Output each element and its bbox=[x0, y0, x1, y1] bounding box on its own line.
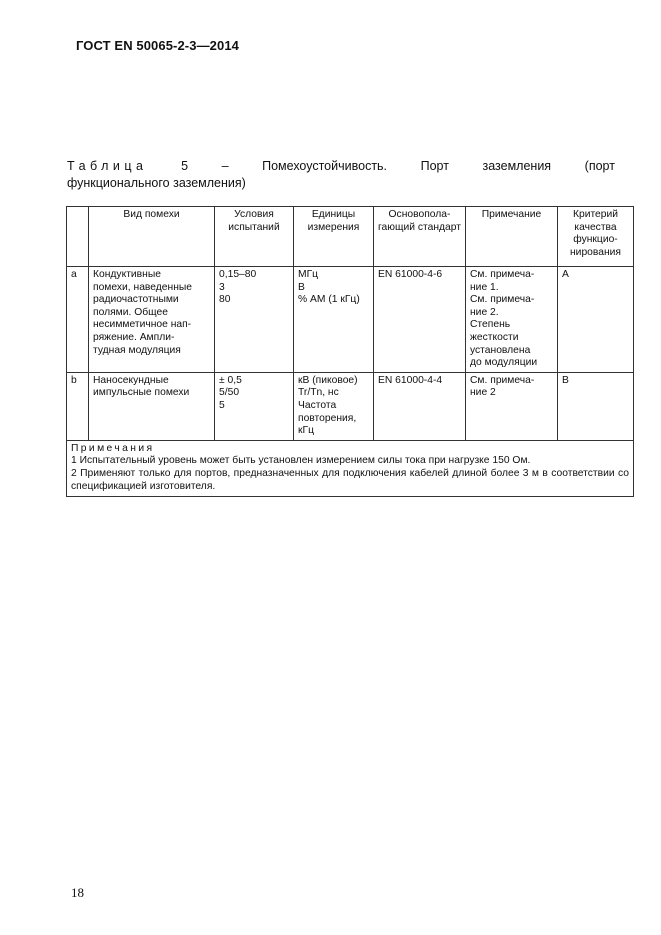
caption-title-part4: (порт bbox=[584, 159, 615, 173]
caption-table-number: 5 bbox=[181, 159, 189, 173]
text-line: кГц bbox=[298, 425, 314, 437]
text-line: 80 bbox=[219, 294, 231, 306]
text-line: % АМ (1 кГц) bbox=[298, 294, 360, 306]
text-line: В bbox=[298, 281, 305, 293]
text-line: Кондуктивные bbox=[93, 269, 161, 280]
text-line: импульсные помехи bbox=[93, 387, 190, 399]
caption-line-2: функционального заземления) bbox=[67, 176, 246, 190]
text-line: до модуляции bbox=[470, 357, 538, 369]
table-row bbox=[67, 372, 634, 440]
text-line: Степень bbox=[470, 319, 511, 331]
header-cell-criterion: Критерий качества функцио-нирования bbox=[558, 207, 634, 267]
row-standard: EN 61000-4-4 bbox=[374, 372, 466, 440]
text-line: помехи, наведенные bbox=[93, 281, 193, 293]
caption-table-word: Таблица bbox=[67, 159, 148, 173]
text-line: Tr/Tn, нс bbox=[298, 387, 339, 399]
caption-title-part3: заземления bbox=[482, 159, 552, 173]
row-label: b bbox=[67, 372, 89, 440]
notes-title: Примечания bbox=[71, 442, 155, 454]
text-line: ние 1. bbox=[470, 281, 499, 293]
note-item-2: 2 Применяют только для портов, предназначенных для подключения кабелей длиной более 3 м в соответствии со спецификацией изготовителя. bbox=[71, 467, 629, 492]
text-line: 0,15–80 bbox=[219, 269, 257, 280]
text-line: См. примеча- bbox=[470, 294, 535, 306]
row-standard: EN 61000-4-6 bbox=[374, 267, 466, 373]
row-phenomenon bbox=[89, 267, 215, 373]
immunity-table bbox=[66, 206, 634, 497]
text-line: 5 bbox=[219, 399, 225, 411]
row-label: a bbox=[67, 267, 89, 373]
row-conditions bbox=[215, 267, 294, 373]
page-number: 18 bbox=[71, 885, 84, 900]
text-line: повторения, bbox=[298, 412, 357, 424]
text-line: ние 2 bbox=[470, 387, 496, 399]
document-header: ГОСТ EN 50065-2-3—2014 bbox=[76, 38, 239, 53]
table-notes bbox=[67, 440, 634, 496]
text-line: кВ (пиковое) bbox=[298, 374, 358, 386]
text-line: 3 bbox=[219, 281, 225, 293]
text-line: 5/50 bbox=[219, 387, 240, 399]
text-line: МГц bbox=[298, 269, 319, 280]
row-criterion: B bbox=[558, 372, 634, 440]
table-caption bbox=[67, 158, 615, 192]
table-row bbox=[67, 267, 634, 373]
header-cell-units: Единицы измерения bbox=[294, 207, 374, 267]
caption-dash: – bbox=[221, 159, 229, 173]
row-units bbox=[294, 372, 374, 440]
header-cell-label bbox=[67, 207, 89, 267]
row-criterion: A bbox=[558, 267, 634, 373]
text-line: установлена bbox=[470, 344, 531, 356]
caption-line-1 bbox=[67, 158, 615, 175]
text-line: См. примеча- bbox=[470, 269, 535, 280]
row-phenomenon bbox=[89, 372, 215, 440]
text-line: Частота bbox=[298, 399, 337, 411]
header-cell-note: Примечание bbox=[466, 207, 558, 267]
row-note bbox=[466, 372, 558, 440]
text-line: несимметичное нап- bbox=[93, 319, 192, 331]
table-notes-row bbox=[67, 440, 634, 496]
text-line: ние 2. bbox=[470, 306, 499, 318]
table-header-row bbox=[67, 207, 634, 267]
text-line: ± 0,5 bbox=[219, 374, 242, 386]
header-cell-standard: Основопола-гающий стандарт bbox=[374, 207, 466, 267]
row-units bbox=[294, 267, 374, 373]
text-line: тудная модуляция bbox=[93, 344, 181, 356]
text-line: радиочастотными bbox=[93, 294, 179, 306]
text-line: полями. Общее bbox=[93, 306, 168, 318]
note-item-1: 1 Испытательный уровень может быть установлен измерением силы тока при нагрузке 150 Ом. bbox=[71, 455, 531, 467]
text-line: ряжение. Ампли- bbox=[93, 331, 175, 343]
text-line: жесткости bbox=[470, 331, 519, 343]
row-note bbox=[466, 267, 558, 373]
text-line: См. примеча- bbox=[470, 374, 535, 386]
row-conditions bbox=[215, 372, 294, 440]
caption-title-part2: Порт bbox=[420, 159, 449, 173]
header-cell-phenomenon: Вид помехи bbox=[89, 207, 215, 267]
header-cell-conditions: Условия испытаний bbox=[215, 207, 294, 267]
caption-title-part1: Помехоустойчивость. bbox=[262, 159, 388, 173]
text-line: Наносекундные bbox=[93, 374, 169, 386]
